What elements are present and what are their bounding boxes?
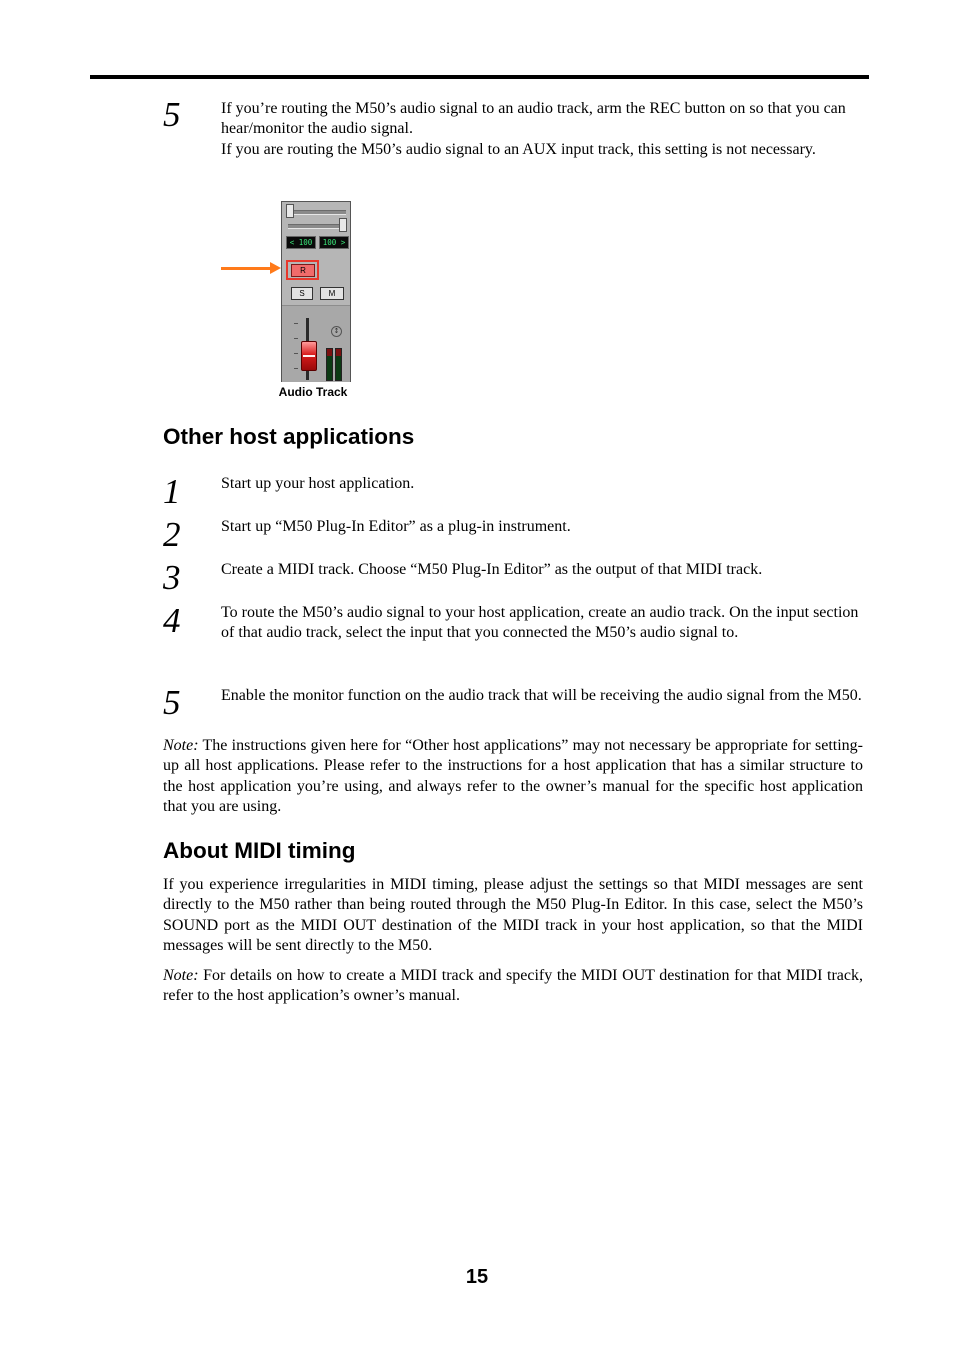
step-line: If you’re routing the M50’s audio signal to an audio track, arm the REC button on so that you can hear/monitor the audio signal.: [221, 100, 846, 138]
note-label: Note:: [163, 737, 199, 754]
fader-scale-tick: [294, 323, 298, 324]
step-number: 3: [163, 558, 181, 597]
rec-button[interactable]: R: [291, 264, 315, 277]
send-slider-knob[interactable]: [339, 218, 347, 232]
page-number: 15: [465, 1266, 489, 1288]
note-paragraph: [163, 966, 863, 1007]
fader-scale-tick: [294, 338, 298, 339]
mute-button[interactable]: M: [320, 287, 344, 300]
send-slider-knob[interactable]: [286, 204, 294, 218]
step-line: If you are routing the M50’s audio signal to an AUX input track, this setting is not necessary.: [221, 140, 816, 158]
step-number: 2: [163, 515, 181, 554]
figure-caption: Audio Track: [278, 385, 348, 399]
step-number: 1: [163, 472, 181, 511]
section-heading-midi-timing: About MIDI timing: [163, 838, 356, 863]
send-slider-track: [288, 224, 346, 229]
level-meter-left: [326, 348, 333, 381]
fader-scale-tick: [294, 368, 298, 369]
note-text: The instructions given here for “Other host applications” may not necessary be appropriate for setting-up all host applications. Please refer to the instructions for a host application that has a similar structure to the host application you’re using, and always refer to the owner’s manual for the specific host application that you are using.: [163, 737, 863, 815]
step-text: Start up “M50 Plug-In Editor” as a plug-in instrument.: [221, 518, 571, 535]
step-number: 5: [163, 683, 181, 722]
solo-button[interactable]: S: [291, 287, 313, 300]
level-meter-right: [335, 348, 342, 381]
step-text: Create a MIDI track. Choose “M50 Plug-In Editor” as the output of that MIDI track.: [221, 561, 763, 578]
note-text: For details on how to create a MIDI track and specify the MIDI OUT destination for that MIDI track, refer to the host application’s owner’s manual.: [163, 967, 863, 1005]
note-paragraph: [163, 736, 863, 817]
step-text: [221, 99, 866, 160]
pan-right-display[interactable]: 100 >: [319, 236, 349, 249]
section-heading-other-hosts: Other host applications: [163, 424, 415, 449]
note-label: Note:: [163, 967, 199, 984]
volume-fader-knob[interactable]: [301, 341, 317, 371]
header-rule: [90, 75, 869, 79]
step-number: 5: [163, 95, 181, 134]
send-slider-track: [288, 210, 346, 215]
fader-scale-tick: [294, 353, 298, 354]
body-paragraph: If you experience irregularities in MIDI timing, please adjust the settings so that MIDI messages are sent directly to the M50 rather than being routed through the M50 Plug-In Editor. In this case, select the M50’s SOUND port as the MIDI OUT destination of the MIDI track in your host application, so that the MIDI messages will be sent directly to the M50.: [163, 876, 863, 954]
step-text: Start up your host application.: [221, 475, 415, 492]
step-text: Enable the monitor function on the audio track that will be receiving the audio signal from the M50.: [221, 687, 862, 704]
callout-arrow-head-icon: [270, 262, 281, 274]
step-text: To route the M50’s audio signal to your host application, create an audio track. On the input section of that audio track, select the input that you connected the M50’s audio signal to.: [221, 604, 859, 642]
pan-left-display[interactable]: < 100: [286, 236, 316, 249]
callout-arrow-line: [221, 267, 272, 270]
audio-track-mixer-strip: [281, 201, 351, 382]
automation-icon[interactable]: ↕: [331, 326, 342, 337]
step-number: 4: [163, 601, 181, 640]
